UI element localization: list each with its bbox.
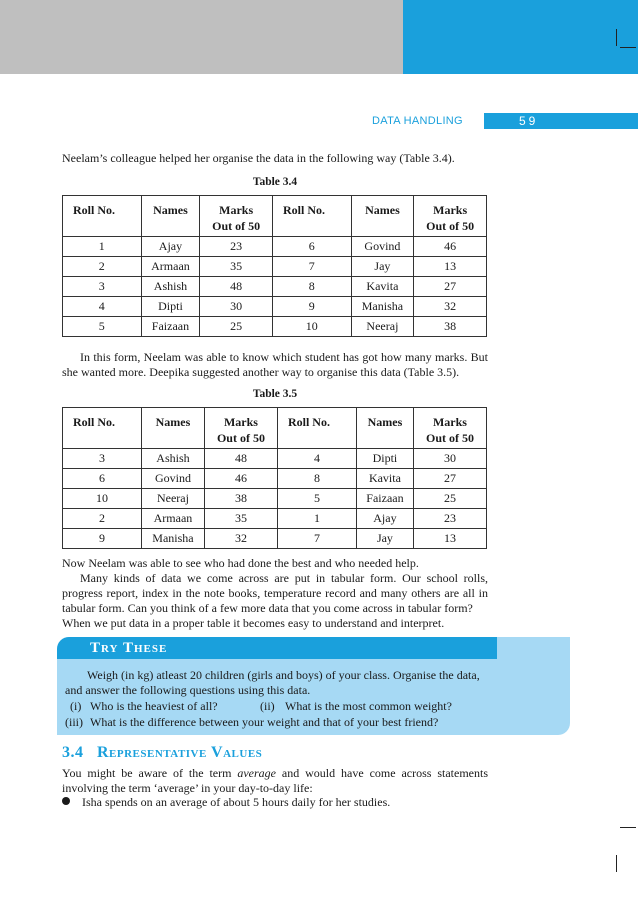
table-cell: Neeraj (141, 489, 204, 509)
header-cell: Out of 50 (200, 218, 273, 237)
emphasis-average: average (237, 766, 277, 780)
table-cell: Kavita (351, 277, 414, 297)
paragraph: In this form, Neelam was able to know which student has got how many marks. But she wanted more. Deepika suggested another way to organise this data (Table 3.5). (62, 350, 488, 379)
table-cell: 13 (413, 529, 486, 549)
table-cell: 13 (414, 257, 487, 277)
header-cell: Roll No. (277, 408, 356, 431)
table-cell: 6 (272, 237, 351, 257)
table-cell: 10 (63, 489, 142, 509)
header-cell: Names (141, 196, 200, 219)
table-cell: Ashish (141, 277, 200, 297)
table-cell: 5 (63, 317, 142, 337)
table-cell: 25 (413, 489, 486, 509)
header-cell (141, 218, 200, 237)
table-row (63, 277, 487, 297)
table-caption: Table 3.4 (252, 176, 298, 188)
header-cell: Marks (413, 408, 486, 431)
header-cell: Marks (204, 408, 277, 431)
top-gray-band (0, 0, 403, 74)
running-header: DATA HANDLING (372, 115, 463, 127)
text-span: and would have come across statements involving the term ‘average’ in your day-to-day life: (62, 766, 488, 795)
table-cell: 9 (63, 529, 142, 549)
table-cell: 3 (63, 277, 142, 297)
header-cell: Names (351, 196, 414, 219)
table-cell: 27 (414, 277, 487, 297)
top-blue-band (403, 0, 638, 74)
table-row (63, 317, 487, 337)
table-row (63, 489, 487, 509)
header-cell: Roll No. (63, 196, 142, 219)
try-these-instruction: Weigh (in kg) atleast 20 children (girls and boys) of your class. Organise the data, and answer the following questions using this data. (65, 668, 480, 697)
question-number: (iii) (65, 715, 83, 729)
table-row (63, 237, 487, 257)
table-cell: 38 (204, 489, 277, 509)
table-cell: Jay (351, 257, 414, 277)
table-3-5 (62, 407, 487, 549)
crop-mark (620, 827, 636, 828)
table-cell: 32 (414, 297, 487, 317)
question-number: (i) (70, 699, 82, 713)
table-cell: 8 (272, 277, 351, 297)
table-cell: 35 (204, 509, 277, 529)
intro-paragraph: Neelam’s colleague helped her organise the data in the following way (Table 3.4). (62, 151, 455, 165)
header-cell: Roll No. (63, 408, 142, 431)
header-cell: Out of 50 (413, 430, 486, 449)
table-cell: 30 (413, 449, 486, 469)
table-cell: 2 (63, 257, 142, 277)
header-cell: Out of 50 (204, 430, 277, 449)
question-text: What is the most common weight? (285, 699, 452, 713)
table-cell: Govind (141, 469, 204, 489)
table-cell: 23 (413, 509, 486, 529)
table-cell: 2 (63, 509, 142, 529)
table-cell: 27 (413, 469, 486, 489)
table-cell: 4 (63, 297, 142, 317)
paragraph: When we put data in a proper table it becomes easy to understand and interpret. (62, 616, 445, 630)
header-cell (63, 430, 142, 449)
table-cell: 46 (204, 469, 277, 489)
bullet-icon (62, 797, 70, 805)
table-cell: Manisha (351, 297, 414, 317)
table-cell: 7 (272, 257, 351, 277)
table-row (63, 449, 487, 469)
header-cell: Out of 50 (414, 218, 487, 237)
header-cell: Marks (200, 196, 273, 219)
table-cell: 35 (200, 257, 273, 277)
table-cell: Dipti (356, 449, 413, 469)
header-cell: Roll No. (272, 196, 351, 219)
question-number: (ii) (260, 699, 275, 713)
table-cell: Dipti (141, 297, 200, 317)
header-cell: Marks (414, 196, 487, 219)
table-cell: 9 (272, 297, 351, 317)
section-number: 3.4 (62, 744, 84, 761)
table-cell: 48 (200, 277, 273, 297)
table-cell: 38 (414, 317, 487, 337)
table-cell: 3 (63, 449, 142, 469)
page-number: 59 (519, 114, 539, 128)
question-text: What is the difference between your weight and that of your best friend? (90, 715, 439, 729)
crop-mark (620, 47, 636, 48)
table-cell: 48 (204, 449, 277, 469)
table-cell: Faizaan (141, 317, 200, 337)
question-text: Who is the heaviest of all? (90, 699, 218, 713)
table-cell: 46 (414, 237, 487, 257)
header-cell: Names (141, 408, 204, 431)
table-cell: Kavita (356, 469, 413, 489)
text-span: You might be aware of the term (62, 766, 238, 780)
table-cell: 1 (63, 237, 142, 257)
table-row (63, 469, 487, 489)
header-cell (277, 430, 356, 449)
table-cell: 5 (277, 489, 356, 509)
header-cell (356, 430, 413, 449)
header-cell (141, 430, 204, 449)
table-cell: 8 (277, 469, 356, 489)
table-cell: Ajay (356, 509, 413, 529)
table-cell: Ashish (141, 449, 204, 469)
table-cell: 30 (200, 297, 273, 317)
table-cell: Neeraj (351, 317, 414, 337)
crop-mark (616, 29, 617, 46)
paragraph: Many kinds of data we come across are put in tabular form. Our school rolls, progress report, index in the note books, temperature record and many others are all in tabular form. Can you think of a few more data that you come across in tabular form? (62, 571, 488, 615)
table-cell: 25 (200, 317, 273, 337)
table-row (63, 257, 487, 277)
crop-mark (616, 855, 617, 872)
paragraph: Now Neelam was able to see who had done the best and who needed help. (62, 556, 419, 570)
table-cell: 6 (63, 469, 142, 489)
section-title: Representative Values (97, 744, 263, 761)
bullet-text: Isha spends on an average of about 5 hours daily for her studies. (82, 795, 391, 809)
table-cell: 10 (272, 317, 351, 337)
header-cell (351, 218, 414, 237)
table-cell: Faizaan (356, 489, 413, 509)
table-cell: Manisha (141, 529, 204, 549)
table-cell: 1 (277, 509, 356, 529)
header-cell (63, 218, 142, 237)
table-caption: Table 3.5 (252, 388, 298, 400)
table-cell: Ajay (141, 237, 200, 257)
table-cell: Jay (356, 529, 413, 549)
table-cell: 32 (204, 529, 277, 549)
table-cell: Govind (351, 237, 414, 257)
table-row (63, 509, 487, 529)
header-cell (272, 218, 351, 237)
header-page-bar (484, 113, 638, 129)
section-heading (62, 744, 262, 762)
table-cell: 4 (277, 449, 356, 469)
table-cell: Armaan (141, 509, 204, 529)
table-cell: 23 (200, 237, 273, 257)
table-cell: 7 (277, 529, 356, 549)
table-row (63, 529, 487, 549)
try-these-title: Try These (90, 640, 168, 656)
header-cell: Names (356, 408, 413, 431)
table-cell: Armaan (141, 257, 200, 277)
table-3-4 (62, 195, 487, 337)
section-paragraph (62, 766, 488, 796)
table-row (63, 297, 487, 317)
